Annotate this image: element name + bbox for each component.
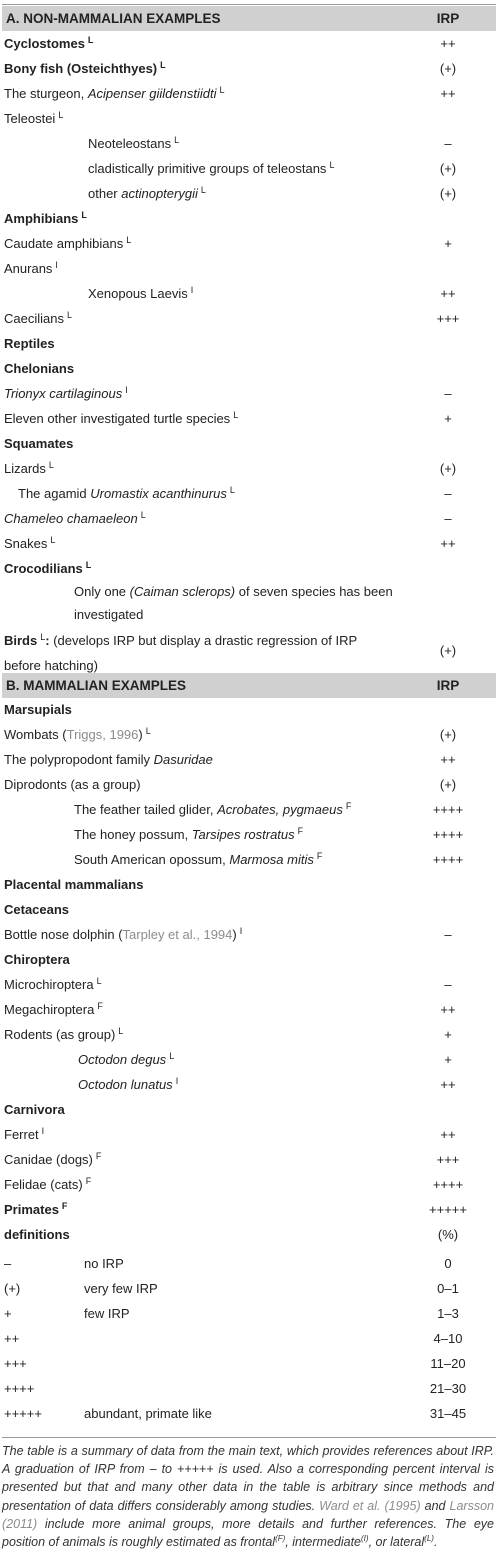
footnote-text: (I) bbox=[361, 1534, 369, 1544]
label-text: Cyclostomes bbox=[4, 36, 85, 51]
table-row bbox=[2, 1047, 496, 1072]
label-text: Cetaceans bbox=[4, 902, 70, 917]
definition-symbol: ++ bbox=[4, 1331, 20, 1346]
eye-position-marker: F bbox=[85, 1176, 92, 1186]
eye-position-marker: L bbox=[169, 1051, 175, 1061]
table-row bbox=[2, 406, 496, 431]
eye-position-marker: L bbox=[40, 632, 46, 642]
row-label bbox=[4, 947, 70, 972]
footnote-text: (F) bbox=[275, 1534, 286, 1544]
table-row bbox=[2, 847, 496, 872]
label-text: Xenopous Laevis bbox=[88, 286, 188, 301]
label-text: Ferret bbox=[4, 1127, 39, 1142]
row-label bbox=[4, 897, 69, 922]
eye-position-marker: L bbox=[58, 110, 64, 120]
eye-position-marker: L bbox=[329, 160, 335, 170]
label-text: Birds bbox=[4, 633, 38, 648]
species-name: Acipenser giildenstiidti bbox=[87, 86, 217, 101]
table-row bbox=[2, 131, 496, 156]
eye-position-marker: L bbox=[219, 85, 225, 95]
irp-value: ++++ bbox=[432, 852, 464, 867]
table-row bbox=[2, 556, 496, 581]
eye-position-marker: L bbox=[160, 60, 166, 70]
table-row bbox=[2, 231, 496, 256]
definition-text: very few IRP bbox=[84, 1281, 158, 1296]
definition-row bbox=[2, 1251, 496, 1276]
row-label bbox=[88, 156, 334, 183]
label-text: Marsupials bbox=[4, 702, 72, 717]
table-row bbox=[2, 181, 496, 206]
label-text: Carnivora bbox=[4, 1102, 65, 1117]
label-text: Bottle nose dolphin ( bbox=[4, 927, 123, 942]
label-text: Neoteleostans bbox=[88, 136, 172, 151]
table-row bbox=[2, 106, 496, 131]
species-name: Marmosa mitis bbox=[229, 852, 314, 867]
table-row bbox=[2, 506, 496, 531]
label-text: Snakes bbox=[4, 536, 48, 551]
irp-value: ++ bbox=[440, 536, 456, 551]
label-text: Caecilians bbox=[4, 311, 64, 326]
irp-value: (%) bbox=[437, 1227, 459, 1242]
species-name: Octodon lunatus bbox=[78, 1077, 173, 1092]
table-row bbox=[2, 156, 496, 181]
row-label bbox=[74, 580, 404, 626]
row-label bbox=[4, 1097, 65, 1122]
label-text: Microchiroptera bbox=[4, 977, 94, 992]
eye-position-marker: L bbox=[145, 726, 151, 736]
definition-symbol: +++ bbox=[4, 1356, 27, 1371]
label-text: Wombats ( bbox=[4, 727, 67, 742]
definition-text: no IRP bbox=[84, 1256, 124, 1271]
eye-position-marker: L bbox=[200, 185, 206, 195]
irp-value: (+) bbox=[439, 186, 457, 201]
species-name: Chameleo chamaeleon bbox=[4, 511, 138, 526]
irp-value: – bbox=[444, 386, 452, 401]
row-label bbox=[4, 972, 102, 999]
label-text: Diprodonts (as a group) bbox=[4, 777, 141, 792]
row-label bbox=[74, 822, 303, 849]
row-label bbox=[88, 181, 206, 208]
irp-value: ++ bbox=[440, 1127, 456, 1142]
table-row bbox=[2, 381, 496, 406]
label-text: Teleostei bbox=[4, 111, 56, 126]
table-row bbox=[2, 772, 496, 797]
definition-row bbox=[2, 1351, 496, 1376]
irp-value: +++ bbox=[436, 311, 460, 326]
table-row bbox=[2, 356, 496, 381]
irp-value: + bbox=[444, 411, 452, 426]
label-text: definitions bbox=[4, 1227, 70, 1242]
row-label bbox=[4, 206, 87, 233]
table-row bbox=[2, 81, 496, 106]
irp-value: ++++ bbox=[432, 827, 464, 842]
irp-value: ++ bbox=[440, 86, 456, 101]
row-label bbox=[4, 997, 103, 1024]
eye-position-marker: L bbox=[96, 976, 102, 986]
eye-position-marker: I bbox=[125, 385, 128, 395]
definition-symbol: +++++ bbox=[4, 1406, 42, 1421]
definition-percent: 0–1 bbox=[437, 1281, 459, 1296]
label-text: Amphibians bbox=[4, 211, 79, 226]
table-row bbox=[2, 306, 496, 331]
row-label bbox=[4, 697, 72, 722]
label-text: Reptiles bbox=[4, 336, 55, 351]
table-row bbox=[2, 629, 496, 673]
table-row bbox=[2, 256, 496, 281]
irp-value: – bbox=[444, 927, 452, 942]
eye-position-marker: I bbox=[55, 260, 58, 270]
citation-link[interactable]: Triggs, 1996 bbox=[66, 727, 139, 742]
label-text: Chiroptera bbox=[4, 952, 70, 967]
label-text: ) bbox=[138, 727, 143, 742]
species-name: Dasuridae bbox=[153, 752, 213, 767]
eye-position-marker: L bbox=[48, 460, 54, 470]
table-row bbox=[2, 1197, 496, 1222]
table-row bbox=[2, 822, 496, 847]
irp-value: ++ bbox=[440, 752, 456, 767]
definition-text: abundant, primate like bbox=[84, 1406, 212, 1421]
eye-position-marker: L bbox=[118, 1026, 124, 1036]
row-label bbox=[4, 456, 54, 483]
row-label bbox=[88, 131, 179, 158]
footnote-text: and bbox=[420, 1498, 450, 1513]
row-label bbox=[4, 256, 58, 283]
row-label bbox=[78, 1047, 174, 1074]
row-label bbox=[18, 481, 235, 508]
species-name: (Caiman sclerops) bbox=[129, 584, 236, 599]
row-label bbox=[4, 922, 242, 949]
definition-symbol: ++++ bbox=[4, 1381, 35, 1396]
irp-value: ++ bbox=[440, 286, 456, 301]
table-row bbox=[2, 947, 496, 972]
top-rule bbox=[2, 4, 496, 5]
row-label bbox=[4, 406, 238, 433]
definition-percent: 4–10 bbox=[433, 1331, 463, 1346]
species-name: Tarsipes rostratus bbox=[191, 827, 295, 842]
row-label bbox=[4, 556, 91, 583]
table-row bbox=[2, 872, 496, 897]
label-text: : bbox=[45, 633, 50, 648]
row-label bbox=[4, 772, 141, 797]
label-text: Only one bbox=[74, 584, 130, 599]
eye-position-marker: F bbox=[297, 826, 304, 836]
footnote-text: include more animal groups, more details and further references. The eye position of animals is roughly estimated as frontal bbox=[2, 1516, 494, 1550]
label-text: Caudate amphibians bbox=[4, 236, 124, 251]
table-row bbox=[2, 1122, 496, 1147]
label-text: Primates bbox=[4, 1202, 59, 1217]
row-label bbox=[4, 1172, 91, 1199]
irp-value: +++ bbox=[436, 1152, 460, 1167]
definition-percent: 31–45 bbox=[429, 1406, 467, 1421]
row-label bbox=[4, 106, 63, 133]
table-row bbox=[2, 1022, 496, 1047]
row-label bbox=[4, 747, 213, 772]
citation-link[interactable]: Tarpley et al., 1994 bbox=[122, 927, 233, 942]
species-name: Trionyx cartilaginous bbox=[4, 386, 123, 401]
citation-link[interactable]: Larsson (2011) bbox=[2, 1498, 494, 1531]
row-label bbox=[4, 81, 224, 108]
eye-position-marker: L bbox=[174, 135, 180, 145]
table-row bbox=[2, 1097, 496, 1122]
irp-value: (+) bbox=[439, 61, 457, 76]
table-footnote bbox=[2, 1442, 494, 1553]
table-row bbox=[2, 797, 496, 822]
table-row bbox=[2, 1222, 496, 1247]
label-text: Bony fish (Osteichthyes) bbox=[4, 61, 158, 76]
label-text: ) bbox=[232, 927, 237, 942]
label-text: The polypropodont family bbox=[4, 752, 154, 767]
label-text: other bbox=[88, 186, 122, 201]
row-label bbox=[4, 381, 128, 408]
row-label bbox=[88, 281, 193, 308]
table-row bbox=[2, 997, 496, 1022]
definition-symbol: + bbox=[4, 1306, 12, 1321]
row-label bbox=[74, 797, 351, 824]
species-name: Uromastix acanthinurus bbox=[90, 486, 227, 501]
eye-position-marker: L bbox=[81, 210, 87, 220]
bottom-rule bbox=[2, 1437, 496, 1438]
label-text: The sturgeon, bbox=[4, 86, 88, 101]
label-text: Squamates bbox=[4, 436, 74, 451]
label-text: Placental mammalians bbox=[4, 877, 144, 892]
eye-position-marker: L bbox=[140, 510, 146, 520]
eye-position-marker: I bbox=[190, 285, 194, 295]
label-text: Canidae (dogs) bbox=[4, 1152, 93, 1167]
eye-position-marker: I bbox=[41, 1126, 45, 1136]
row-label bbox=[4, 1122, 44, 1149]
table-row bbox=[2, 1147, 496, 1172]
label-text: Eleven other investigated turtle species bbox=[4, 411, 231, 426]
row-label bbox=[4, 1022, 123, 1049]
eye-position-marker: L bbox=[66, 310, 72, 320]
definition-percent: 21–30 bbox=[429, 1381, 467, 1396]
irp-value: – bbox=[444, 136, 452, 151]
label-text: Felidae (cats) bbox=[4, 1177, 83, 1192]
table-row bbox=[2, 456, 496, 481]
label-text: Chelonians bbox=[4, 361, 75, 376]
row-label bbox=[4, 331, 55, 356]
row-label bbox=[4, 56, 166, 83]
section-title: A. NON-MAMMALIAN EXAMPLES bbox=[6, 11, 221, 26]
eye-position-marker: L bbox=[85, 560, 92, 570]
table-row bbox=[2, 722, 496, 747]
irp-value: (+) bbox=[439, 161, 457, 176]
table-row bbox=[2, 331, 496, 356]
row-label bbox=[4, 306, 72, 333]
label-text: Megachiroptera bbox=[4, 1002, 95, 1017]
table-row bbox=[2, 1072, 496, 1097]
irp-value: (+) bbox=[439, 727, 457, 742]
row-label bbox=[4, 31, 93, 58]
eye-position-marker: F bbox=[61, 1201, 68, 1211]
irp-value: ++ bbox=[440, 1077, 456, 1092]
irp-value: + bbox=[444, 1052, 452, 1067]
definition-percent: 1–3 bbox=[437, 1306, 459, 1321]
label-text: Lizards bbox=[4, 461, 46, 476]
row-label bbox=[4, 231, 131, 258]
row-label bbox=[4, 506, 146, 533]
definition-row bbox=[2, 1276, 496, 1301]
table-row bbox=[2, 431, 496, 456]
table-row bbox=[2, 531, 496, 556]
label-text: of seven species has been investigated bbox=[74, 584, 393, 622]
table-row bbox=[2, 972, 496, 997]
definition-row bbox=[2, 1401, 496, 1426]
irp-value: + bbox=[444, 236, 452, 251]
eye-position-marker: L bbox=[126, 235, 132, 245]
eye-position-marker: L bbox=[87, 35, 94, 45]
section-title: B. MAMMALIAN EXAMPLES bbox=[6, 678, 186, 693]
row-label bbox=[4, 872, 143, 897]
footnote-text: (L) bbox=[424, 1534, 434, 1544]
eye-position-marker: F bbox=[316, 851, 323, 861]
irp-value: +++++ bbox=[429, 1202, 467, 1217]
table-row bbox=[2, 31, 496, 56]
table-row bbox=[2, 481, 496, 506]
irp-value: (+) bbox=[439, 777, 457, 792]
table-row bbox=[2, 747, 496, 772]
row-label bbox=[4, 1147, 101, 1174]
row-label bbox=[4, 1222, 70, 1247]
row-label bbox=[4, 1197, 67, 1224]
species-name: Acrobates, pygmaeus bbox=[217, 802, 343, 817]
table-row bbox=[2, 1172, 496, 1197]
eye-position-marker: L bbox=[50, 535, 56, 545]
row-label bbox=[4, 722, 151, 749]
table-row bbox=[2, 580, 496, 626]
row-label bbox=[4, 629, 396, 677]
row-label bbox=[74, 847, 322, 874]
species-name: Octodon degus bbox=[78, 1052, 167, 1067]
label-text: The agamid bbox=[18, 486, 91, 501]
row-label bbox=[4, 531, 55, 558]
column-header-irp: IRP bbox=[436, 678, 460, 693]
eye-position-marker: I bbox=[175, 1076, 179, 1086]
eye-position-marker: F bbox=[95, 1151, 102, 1161]
footnote-text: , or lateral bbox=[368, 1535, 425, 1550]
table-row bbox=[2, 206, 496, 231]
eye-position-marker: F bbox=[345, 801, 352, 811]
species-name: actinopterygii bbox=[121, 186, 198, 201]
label-text: Anurans bbox=[4, 261, 53, 276]
label-text: (develops IRP but display a drastic regression of IRP before hatching) bbox=[4, 633, 357, 673]
definition-percent: 11–20 bbox=[430, 1356, 466, 1371]
definition-symbol: (+) bbox=[4, 1281, 21, 1296]
row-label bbox=[78, 1072, 178, 1099]
label-text: The feather tailed glider, bbox=[74, 802, 218, 817]
irp-value: – bbox=[444, 511, 452, 526]
eye-position-marker: I bbox=[239, 926, 243, 936]
definition-percent: 0 bbox=[444, 1256, 452, 1271]
section-header bbox=[2, 6, 496, 31]
label-text: The honey possum, bbox=[74, 827, 192, 842]
label-text: South American opossum, bbox=[74, 852, 230, 867]
table-row bbox=[2, 922, 496, 947]
label-text: Crocodilians bbox=[4, 561, 83, 576]
irp-value: ++ bbox=[440, 36, 456, 51]
column-header-irp: IRP bbox=[436, 11, 460, 26]
table-row bbox=[2, 697, 496, 722]
irp-value: (+) bbox=[439, 461, 457, 476]
definition-text: few IRP bbox=[84, 1306, 130, 1321]
table-row bbox=[2, 897, 496, 922]
footnote-text: , intermediate bbox=[285, 1535, 362, 1550]
irp-value: ++++ bbox=[432, 802, 464, 817]
definition-row bbox=[2, 1326, 496, 1351]
footnote-text: The table is a summary of data from the main text, which provides references about IRP. A graduation of IRP from – to +++++ is used. Also a corresponding percent interval is presented but that and many other data in the table is arbitrary since methods and presentation of data differs considerably among studies. bbox=[2, 1444, 494, 1513]
definition-row bbox=[2, 1301, 496, 1326]
label-text: Rodents (as group) bbox=[4, 1027, 116, 1042]
footnote-text: . bbox=[433, 1535, 438, 1550]
citation-link[interactable]: Ward et al. (1995) bbox=[319, 1498, 421, 1513]
irp-value: (+) bbox=[439, 643, 457, 658]
eye-position-marker: L bbox=[229, 485, 235, 495]
table-row bbox=[2, 281, 496, 306]
irp-value: + bbox=[444, 1027, 452, 1042]
eye-position-marker: L bbox=[233, 410, 239, 420]
irp-value: ++++ bbox=[432, 1177, 464, 1192]
irp-value: – bbox=[444, 486, 452, 501]
definition-row bbox=[2, 1376, 496, 1401]
definition-symbol: – bbox=[4, 1256, 12, 1271]
label-text: cladistically primitive groups of teleostans bbox=[88, 161, 327, 176]
row-label bbox=[4, 356, 74, 381]
table-row bbox=[2, 56, 496, 81]
irp-value: – bbox=[444, 977, 452, 992]
row-label bbox=[4, 431, 73, 456]
eye-position-marker: F bbox=[97, 1001, 103, 1011]
irp-value: ++ bbox=[440, 1002, 456, 1017]
